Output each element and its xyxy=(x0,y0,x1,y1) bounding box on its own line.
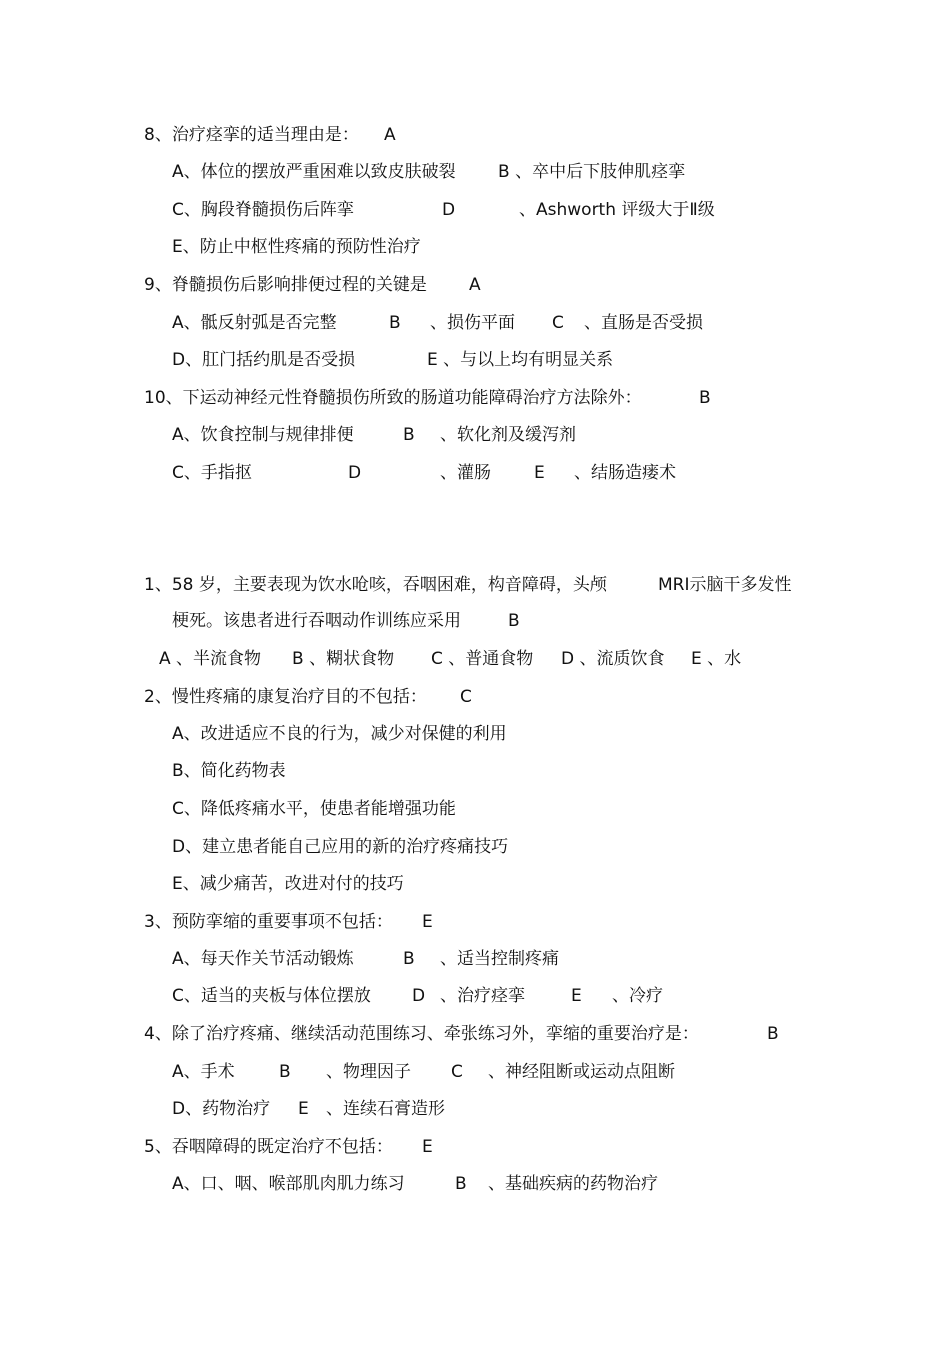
option-e: E 、与以上均有明显关系 xyxy=(427,350,614,370)
option-e: E、防止中枢性疼痛的预防性治疗 xyxy=(172,237,421,257)
option-a: A、饮食控制与规律排便 xyxy=(172,425,354,445)
option-b: B 、卒中后下肢伸肌痉挛 xyxy=(498,162,686,182)
option-e-letter: E xyxy=(534,463,545,483)
option-e-text: 、连续石膏造形 xyxy=(326,1099,445,1119)
option-c-letter: C xyxy=(451,1062,463,1082)
option-c: C、降低疼痛水平，使患者能增强功能 xyxy=(172,799,456,819)
option-c: C 、普通食物 xyxy=(431,649,534,669)
option-d: D、建立患者能自己应用的新的治疗疼痛技巧 xyxy=(172,837,509,857)
option-d-text: 、灌肠 xyxy=(440,463,491,483)
option-b-letter: B xyxy=(389,313,401,333)
question-text: 3、预防挛缩的重要事项不包括： xyxy=(144,912,393,932)
option-b-text: 、基础疾病的药物治疗 xyxy=(488,1174,658,1194)
question-text: 2、慢性疼痛的康复治疗目的不包括： xyxy=(144,687,427,707)
option-e-text: 、冷疗 xyxy=(612,986,663,1006)
option-d-text: 、Ashworth 评级大于Ⅱ级 xyxy=(519,200,715,220)
option-d-letter: D xyxy=(412,986,426,1006)
option-a: A、口、咽、喉部肌肉肌力练习 xyxy=(172,1174,405,1194)
option-b-letter: B xyxy=(403,949,415,969)
answer-key: C xyxy=(460,687,472,707)
answer-key: B xyxy=(767,1024,779,1044)
option-a: A、骶反射弧是否完整 xyxy=(172,313,337,333)
question-text: 4、除了治疗疼痛、继续活动范围练习、牵张练习外，挛缩的重要治疗是： xyxy=(144,1024,699,1044)
option-a: A、手术 xyxy=(172,1062,235,1082)
question-text: 9、脊髓损伤后影响排便过程的关键是 xyxy=(144,275,427,295)
answer-key: A xyxy=(469,275,481,295)
option-b: B、简化药物表 xyxy=(172,761,286,781)
answer-key: B xyxy=(508,611,520,631)
option-e-text: 、结肠造瘘术 xyxy=(574,463,676,483)
option-c: C、适当的夹板与体位摆放 xyxy=(172,986,371,1006)
option-a: A、改进适应不良的行为，减少对保健的利用 xyxy=(172,724,507,744)
option-d-letter: D xyxy=(348,463,362,483)
question-text: 5、吞咽障碍的既定治疗不包括： xyxy=(144,1137,393,1157)
option-b-letter: B xyxy=(279,1062,291,1082)
question-text: 10、下运动神经元性脊髓损伤所致的肠道功能障碍治疗方法除外： xyxy=(144,388,642,408)
option-b-text: 、物理因子 xyxy=(326,1062,411,1082)
option-c-text: 、直肠是否受损 xyxy=(584,313,703,333)
option-c-letter: C xyxy=(552,313,564,333)
option-b-letter: B xyxy=(455,1174,467,1194)
answer-key: B xyxy=(699,388,711,408)
option-a: A 、半流食物 xyxy=(159,649,262,669)
option-c-text: 、神经阻断或运动点阻断 xyxy=(488,1062,675,1082)
option-b-text: 、适当控制疼痛 xyxy=(440,949,559,969)
option-d: D、肛门括约肌是否受损 xyxy=(172,350,356,370)
answer-key: E xyxy=(422,912,433,932)
option-b-text: 、软化剂及缓泻剂 xyxy=(440,425,576,445)
option-b-letter: B xyxy=(403,425,415,445)
option-e-letter: E xyxy=(298,1099,309,1119)
question-text: 梗死。该患者进行吞咽动作训练应采用 xyxy=(172,611,461,631)
option-e: E 、水 xyxy=(691,649,742,669)
option-a: A、每天作关节活动锻炼 xyxy=(172,949,354,969)
question-text-continued: MRI示脑干多发性 xyxy=(658,575,792,595)
option-c: C、胸段脊髓损伤后阵挛 xyxy=(172,200,354,220)
option-b-text: 、损伤平面 xyxy=(430,313,515,333)
option-c: C、手指抠 xyxy=(172,463,252,483)
option-b: B 、糊状食物 xyxy=(292,649,395,669)
question-text: 8、治疗痉挛的适当理由是： xyxy=(144,125,359,145)
option-e: E、减少痛苦，改进对付的技巧 xyxy=(172,874,404,894)
question-text: 1、58 岁，主要表现为饮水呛咳，吞咽困难，构音障碍，头颅 xyxy=(144,575,607,595)
option-e-letter: E xyxy=(571,986,582,1006)
option-d-letter: D xyxy=(442,200,456,220)
answer-key: A xyxy=(384,125,396,145)
option-a: A、体位的摆放严重困难以致皮肤破裂 xyxy=(172,162,456,182)
option-d: D 、流质饮食 xyxy=(561,649,665,669)
option-d-text: 、治疗痉挛 xyxy=(440,986,525,1006)
option-d: D、药物治疗 xyxy=(172,1099,271,1119)
answer-key: E xyxy=(422,1137,433,1157)
